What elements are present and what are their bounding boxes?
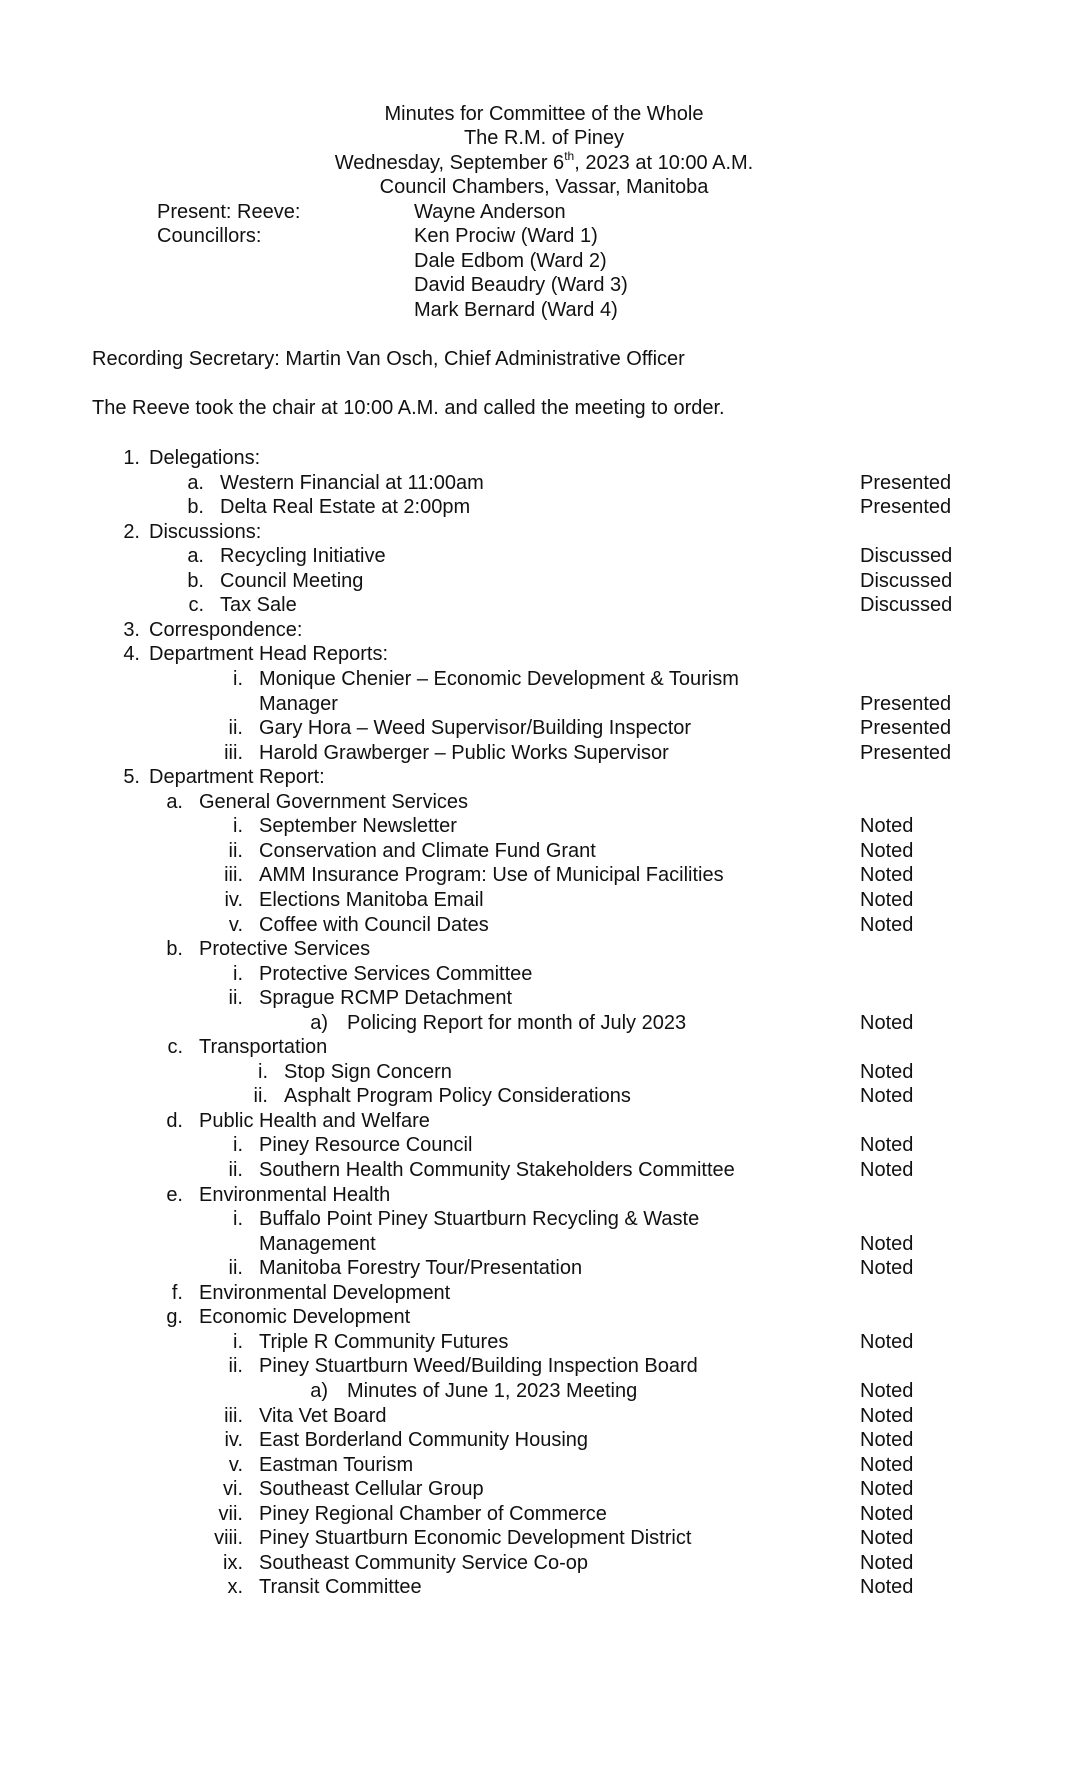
item-status: Presented <box>860 496 952 519</box>
item-status: Noted <box>860 1257 914 1280</box>
item-status: Presented <box>860 692 952 715</box>
item-number: iv. <box>224 1429 243 1451</box>
item-number: iii. <box>224 741 243 764</box>
item-status: Noted <box>860 1502 914 1525</box>
item-text: Protective Services <box>199 938 371 960</box>
item-text: Management <box>259 1232 376 1255</box>
item-text: Department Report: <box>149 766 325 789</box>
item-number: g. <box>166 1306 183 1329</box>
item-number: a. <box>166 790 183 813</box>
item-text: Recycling Initiative <box>220 545 386 568</box>
item-text: Public Health and Welfare <box>199 1109 430 1132</box>
present-label: Present: Reeve: <box>157 201 301 223</box>
item-number: a. <box>187 545 204 568</box>
item-text: General Government Services <box>199 790 469 813</box>
item-status: Noted <box>860 1232 914 1255</box>
recording-secretary: Recording Secretary: Martin Van Osch, Chief Administrative Officer <box>92 348 685 370</box>
item-text: Manitoba Forestry Tour/Presentation <box>259 1257 583 1280</box>
item-number: vii. <box>218 1502 243 1525</box>
item-number: vi. <box>223 1478 243 1501</box>
municipality-name: The R.M. of Piney <box>463 127 625 149</box>
item-number: x. <box>227 1576 243 1599</box>
item-text: September Newsletter <box>259 815 457 838</box>
item-status: Noted <box>860 815 914 838</box>
item-number: i. <box>233 962 243 985</box>
item-number: i. <box>233 1134 243 1157</box>
item-text: Southern Health Community Stakeholders Committee <box>259 1159 735 1181</box>
item-text: Gary Hora – Weed Supervisor/Building Inspector <box>259 717 692 739</box>
item-status: Noted <box>860 1085 914 1108</box>
item-text: Eastman Tourism <box>259 1453 414 1476</box>
item-number: d. <box>166 1109 183 1132</box>
item-number: f. <box>171 1281 183 1304</box>
item-number: i. <box>233 1208 243 1231</box>
item-number: ii. <box>228 1355 243 1378</box>
item-number: ii. <box>253 1085 268 1108</box>
item-status: Noted <box>860 1478 914 1501</box>
item-text: Piney Resource Council <box>259 1134 473 1157</box>
item-number: b. <box>166 938 183 960</box>
item-number: b. <box>187 496 204 519</box>
item-text: Policing Report for month of July 2023 <box>347 1011 687 1034</box>
item-status: Noted <box>860 913 914 936</box>
councillor-name: Ken Prociw (Ward 1) <box>414 225 598 247</box>
item-status: Noted <box>860 888 914 911</box>
item-text: Western Financial at 11:00am <box>220 471 484 494</box>
item-status: Noted <box>860 1576 914 1599</box>
item-text: Protective Services Committee <box>259 962 533 985</box>
item-number: c. <box>188 594 204 617</box>
item-text: Stop Sign Concern <box>284 1060 452 1083</box>
item-text: Manager <box>259 692 338 715</box>
item-text: Economic Development <box>199 1306 411 1329</box>
councillor-name: Dale Edbom (Ward 2) <box>414 250 607 272</box>
item-number: v. <box>228 913 243 936</box>
item-number: ii. <box>228 839 243 862</box>
item-status: Discussed <box>860 569 953 592</box>
item-text: Environmental Development <box>199 1281 451 1304</box>
item-number: i. <box>233 668 243 690</box>
item-text: Buffalo Point Piney Stuartburn Recycling & Waste <box>259 1208 700 1231</box>
item-text: Conservation and Climate Fund Grant <box>259 839 596 862</box>
item-number: ix. <box>223 1551 243 1574</box>
item-text: Vita Vet Board <box>259 1404 387 1427</box>
item-number: 3. <box>123 618 140 641</box>
item-status: Noted <box>860 839 914 862</box>
item-status: Noted <box>860 1379 914 1402</box>
item-number: e. <box>166 1183 183 1206</box>
item-text: Monique Chenier – Economic Development & Tourism <box>259 668 739 690</box>
item-number: a. <box>187 471 204 494</box>
item-number: 2. <box>123 520 140 543</box>
item-status: Noted <box>860 1060 914 1083</box>
item-status: Presented <box>860 741 952 764</box>
item-text: Transit Committee <box>259 1576 422 1599</box>
councillor-name: David Beaudry (Ward 3) <box>414 274 628 296</box>
item-number: iii. <box>224 1404 243 1427</box>
opening-statement: The Reeve took the chair at 10:00 A.M. and called the meeting to order. <box>92 397 725 419</box>
item-number: a) <box>310 1379 328 1402</box>
item-number: c. <box>167 1036 183 1059</box>
meeting-date: Wednesday, September 6th, 2023 at 10:00 A.M. <box>334 149 754 174</box>
item-number: iii. <box>224 864 243 887</box>
item-text: Transportation <box>199 1036 328 1059</box>
item-text: Elections Manitoba Email <box>259 888 484 911</box>
item-status: Presented <box>860 471 952 494</box>
item-status: Noted <box>860 1011 914 1034</box>
item-number: ii. <box>228 987 243 1010</box>
item-number: b. <box>187 569 204 592</box>
item-number: ii. <box>228 1159 243 1181</box>
councillors-label: Councillors: <box>157 225 262 247</box>
item-text: Minutes of June 1, 2023 Meeting <box>347 1379 638 1402</box>
item-number: viii. <box>214 1527 243 1550</box>
item-text: Sprague RCMP Detachment <box>259 987 513 1010</box>
item-text: Department Head Reports: <box>149 643 389 666</box>
item-number: 4. <box>123 643 140 666</box>
councillor-name: Mark Bernard (Ward 4) <box>414 299 618 321</box>
item-status: Discussed <box>860 545 953 568</box>
item-text: Discussions: <box>149 520 262 543</box>
meeting-location: Council Chambers, Vassar, Manitoba <box>379 176 709 198</box>
item-text: Southeast Cellular Group <box>259 1478 484 1501</box>
item-text: Delegations: <box>149 447 261 469</box>
item-text: Piney Stuartburn Weed/Building Inspection Board <box>259 1355 698 1378</box>
item-text: East Borderland Community Housing <box>259 1429 589 1451</box>
item-status: Noted <box>860 1453 914 1476</box>
item-text: Council Meeting <box>220 569 364 592</box>
item-number: i. <box>233 1330 243 1353</box>
item-status: Noted <box>860 1159 914 1181</box>
item-number: 5. <box>123 766 140 789</box>
item-status: Noted <box>860 1134 914 1157</box>
item-number: i. <box>258 1060 268 1083</box>
item-text: Delta Real Estate at 2:00pm <box>220 496 471 519</box>
item-status: Noted <box>860 1404 914 1427</box>
item-text: AMM Insurance Program: Use of Municipal Facilities <box>259 864 724 887</box>
item-text: Asphalt Program Policy Considerations <box>284 1085 631 1108</box>
item-text: Piney Regional Chamber of Commerce <box>259 1502 607 1525</box>
item-text: Environmental Health <box>199 1183 391 1206</box>
item-text: Tax Sale <box>220 594 297 617</box>
item-status: Noted <box>860 864 914 887</box>
item-status: Noted <box>860 1429 914 1451</box>
item-text: Correspondence: <box>149 618 303 641</box>
item-number: ii. <box>228 717 243 739</box>
item-status: Noted <box>860 1527 914 1550</box>
item-number: 1. <box>123 447 140 469</box>
item-text: Coffee with Council Dates <box>259 913 489 936</box>
item-status: Noted <box>860 1330 914 1353</box>
item-number: ii. <box>228 1257 243 1280</box>
item-status: Discussed <box>860 594 953 617</box>
item-text: Southeast Community Service Co-op <box>259 1551 589 1574</box>
item-text: Piney Stuartburn Economic Development District <box>259 1527 692 1550</box>
document-title: Minutes for Committee of the Whole <box>384 103 704 125</box>
item-number: iv. <box>224 888 243 911</box>
item-status: Noted <box>860 1551 914 1574</box>
item-status: Presented <box>860 717 952 739</box>
item-number: i. <box>233 815 243 838</box>
item-text: Harold Grawberger – Public Works Supervisor <box>259 741 669 764</box>
item-number: v. <box>228 1453 243 1476</box>
reeve-name: Wayne Anderson <box>414 201 566 223</box>
item-number: a) <box>310 1011 328 1034</box>
item-text: Triple R Community Futures <box>259 1330 509 1353</box>
